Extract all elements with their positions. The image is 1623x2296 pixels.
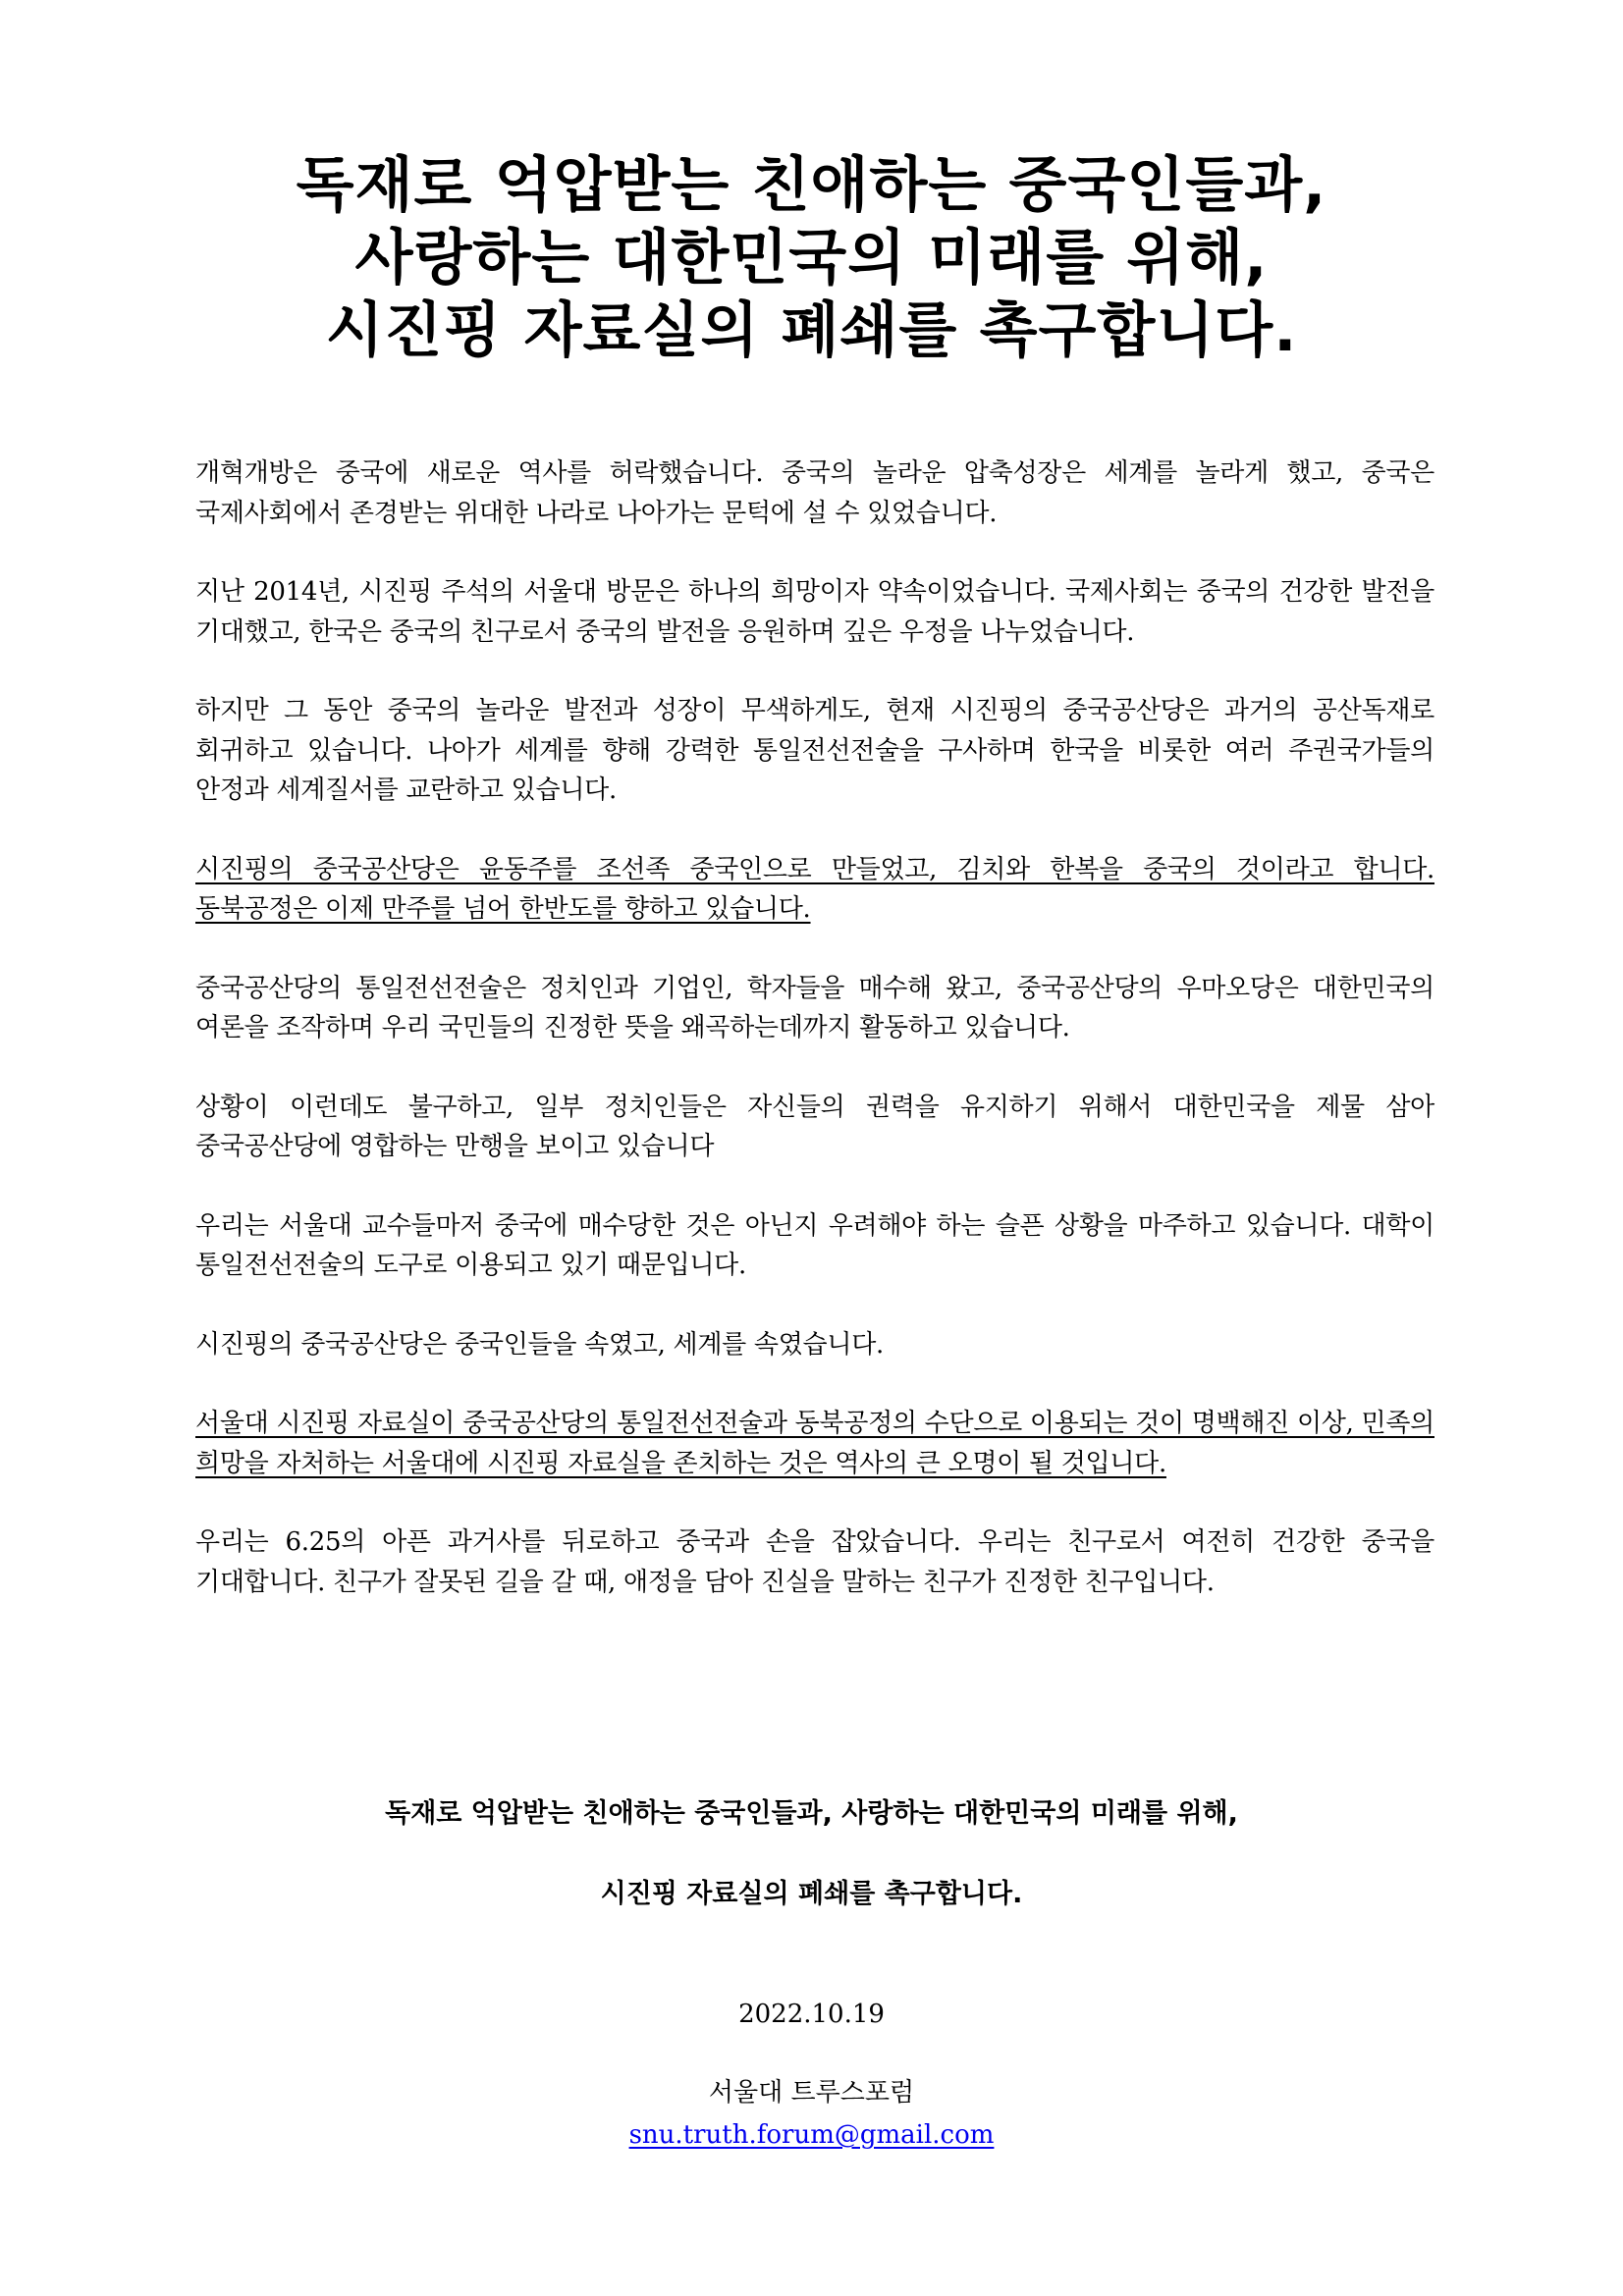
closing-line-1: 독재로 억압받는 친애하는 중국인들과, 사랑하는 대한민국의 미래를 위해, bbox=[385, 1798, 1238, 1829]
paragraph-2: 지난 2014년, 시진핑 주석의 서울대 방문은 하나의 희망이자 약속이었습니다. 국제사회는 중국의 건강한 발전을 기대했고, 한국은 중국의 친구로서 중국의 발전을 응원하며 깊은 우정을 나누었습니다. bbox=[195, 577, 1434, 647]
closing-line-2: 시진핑 자료실의 폐쇄를 촉구합니다. bbox=[600, 1879, 1023, 1909]
paragraph-10: 우리는 6.25의 아픈 과거사를 뒤로하고 중국과 손을 잡았습니다. 우리는 친구로서 여전히 건강한 중국을 기대합니다. 친구가 잘못된 길을 갈 때, 애정을 담아 진실을 말하는 친구가 진정한 친구입니다. bbox=[195, 1527, 1434, 1597]
document-title bbox=[147, 149, 1476, 367]
paragraph-5: 중국공산당의 통일전선전술은 정치인과 기업인, 학자들을 매수해 왔고, 중국공산당의 우마오당은 대한민국의 여론을 조작하며 우리 국민들의 진정한 뜻을 왜곡하는데까지 활동하고 있습니다. bbox=[195, 973, 1434, 1042]
contact-email bbox=[147, 2115, 1476, 2155]
document-body bbox=[195, 454, 1434, 1641]
paragraph-3: 하지만 그 동안 중국의 놀라운 발전과 성장이 무색하게도, 현재 시진핑의 중국공산당은 과거의 공산독재로 회귀하고 있습니다. 나아가 세계를 향해 강력한 통일전선전술을 구사하며 한국을 비롯한 여러 주권국가들의 안정과 세계질서를 교란하고 있습니다. bbox=[195, 696, 1434, 805]
title-line-2: 사랑하는 대한민국의 미래를 위해, bbox=[354, 223, 1269, 293]
paragraph-8: 시진핑의 중국공산당은 중국인들을 속였고, 세계를 속였습니다. bbox=[195, 1329, 884, 1360]
paragraph-7: 우리는 서울대 교수들마저 중국에 매수당한 것은 아닌지 우려해야 하는 슬픈 상황을 마주하고 있습니다. 대학이 통일전선전술의 도구로 이용되고 있기 때문입니다. bbox=[195, 1210, 1434, 1280]
paragraph-4-underlined: 시진핑의 중국공산당은 윤동주를 조선족 중국인으로 만들었고, 김치와 한복을 중국의 것이라고 합니다. 동북공정은 이제 만주를 넘어 한반도를 향하고 있습니다. bbox=[195, 854, 1434, 924]
signature-organization: 서울대 트루스포럼 bbox=[708, 2078, 915, 2108]
title-line-1: 독재로 억압받는 친애하는 중국인들과, bbox=[296, 150, 1327, 220]
paragraph-9-underlined: 서울대 시진핑 자료실이 중국공산당의 통일전선전술과 동북공정의 수단으로 이용되는 것이 명백해진 이상, 민족의 희망을 자처하는 서울대에 시진핑 자료실을 존치하는 것은 역사의 큰 오명이 될 것입니다. bbox=[195, 1409, 1434, 1478]
email-link[interactable]: snu.truth.forum@gmail.com bbox=[628, 2120, 995, 2150]
title-line-3: 시진핑 자료실의 폐쇄를 촉구합니다. bbox=[325, 295, 1298, 365]
paragraph-1: 개혁개방은 중국에 새로운 역사를 허락했습니다. 중국의 놀라운 압축성장은 세계를 놀라게 했고, 중국은 국제사회에서 존경받는 위대한 나라로 나아가는 문턱에 설 수 있었습니다. bbox=[195, 458, 1434, 528]
paragraph-6: 상황이 이런데도 불구하고, 일부 정치인들은 자신들의 권력을 유지하기 위해서 대한민국을 제물 삼아 중국공산당에 영합하는 만행을 보이고 있습니다 bbox=[195, 1092, 1434, 1161]
document-date: 2022.10.19 bbox=[738, 2000, 885, 2029]
